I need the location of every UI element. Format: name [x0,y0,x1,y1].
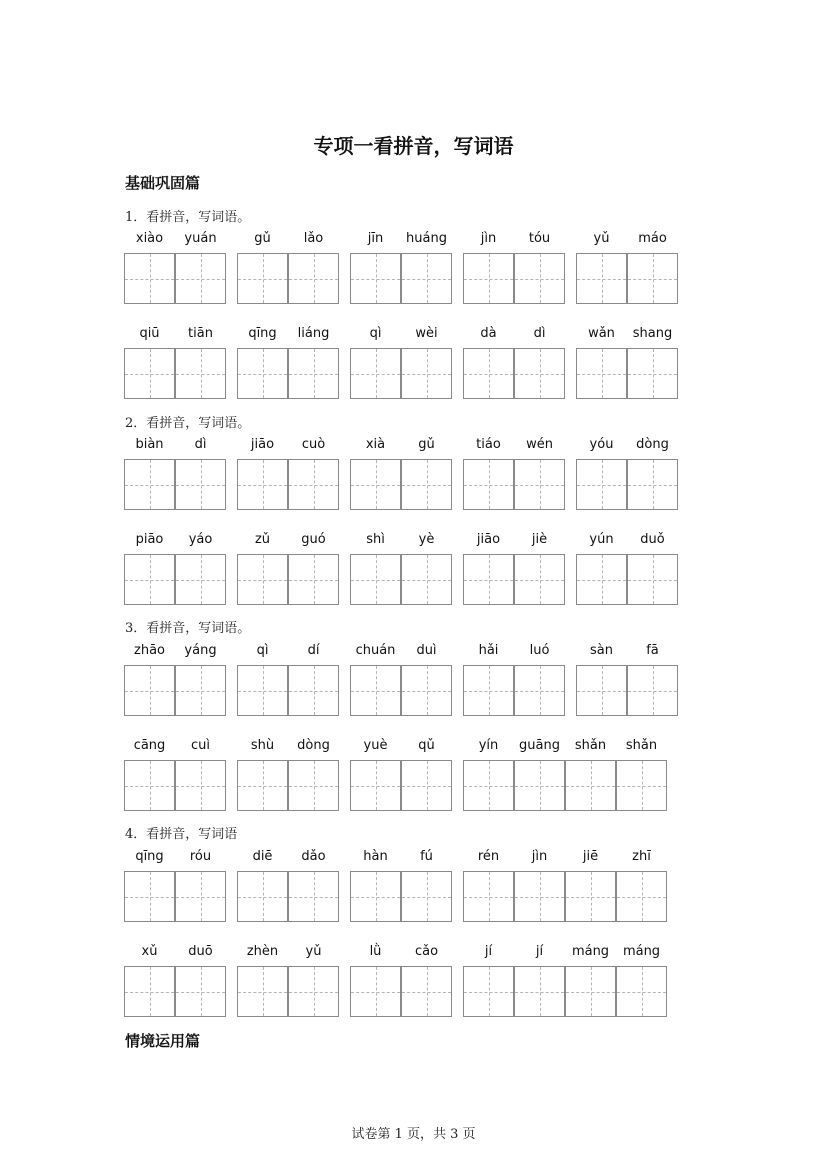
question-1-title: 1．看拼音，写词语。 [125,210,251,225]
writing-cell[interactable] [288,459,339,510]
writing-cell[interactable] [350,253,401,304]
writing-cell[interactable] [175,966,226,1017]
writing-cell[interactable] [175,554,226,605]
writing-cell[interactable] [124,871,175,922]
pinyin-label: duō [188,944,213,959]
writing-cell[interactable] [237,871,288,922]
writing-cell[interactable] [350,348,401,399]
writing-cell[interactable] [401,871,452,922]
question-4-title: 4．看拼音，写词语 [125,827,238,842]
writing-cell[interactable] [288,554,339,605]
writing-cell[interactable] [124,966,175,1017]
writing-cell[interactable] [616,760,667,811]
writing-cell[interactable] [237,459,288,510]
word-box [463,326,565,400]
pinyin-label: jiāo [250,437,275,452]
pinyin-label: duì [416,643,437,658]
writing-cell[interactable] [288,348,339,399]
word-box [237,326,339,400]
pinyin-label: yáo [188,532,213,547]
writing-cell[interactable] [463,554,514,605]
pinyin-label: cuò [301,437,326,452]
pinyin-label: jiè [531,532,548,547]
pinyin-label: yín [478,738,499,753]
writing-cell[interactable] [237,760,288,811]
pinyin-label: wén [526,437,553,452]
writing-cell[interactable] [576,665,627,716]
writing-cell[interactable] [565,871,616,922]
pinyin-label: zǔ [254,532,271,547]
writing-cell[interactable] [627,459,678,510]
writing-cell[interactable] [627,348,678,399]
word-box [350,849,452,923]
word-box [237,437,339,511]
word-box [463,532,565,606]
pinyin-label: dǎo [301,849,326,864]
pinyin-label: gǔ [254,231,271,246]
pinyin-label: máng [571,944,610,959]
pinyin-label: yuán [184,231,217,246]
word-box [350,944,452,1018]
writing-cell[interactable] [463,760,514,811]
pinyin-label: qīng [248,326,277,341]
pinyin-label: qì [256,643,269,658]
pinyin-label: yè [418,532,435,547]
writing-cell[interactable] [514,760,565,811]
pinyin-label: diē [252,849,273,864]
writing-cell[interactable] [350,459,401,510]
word-box [237,849,339,923]
writing-cell[interactable] [463,665,514,716]
pinyin-label: lǜ [369,944,382,959]
pinyin-label: luó [529,643,550,658]
writing-cell[interactable] [124,554,175,605]
pinyin-label: qiū [139,326,160,341]
pinyin-label: dì [533,326,546,341]
word-box [124,231,226,305]
pinyin-label: duǒ [640,532,665,547]
pinyin-label: fā [646,643,659,658]
pinyin-label: yǔ [593,231,610,246]
writing-cell[interactable] [463,253,514,304]
writing-cell[interactable] [124,253,175,304]
pinyin-label: cāng [133,738,166,753]
pinyin-label: cuì [191,738,210,753]
writing-cell[interactable] [576,348,627,399]
pinyin-label: tóu [528,231,551,246]
pinyin-label: dòng [297,738,330,753]
section-context-heading: 情境运用篇 [125,1032,201,1050]
pinyin-label: huáng [406,231,447,246]
pinyin-label: tiān [188,326,213,341]
writing-cell[interactable] [124,348,175,399]
writing-cell[interactable] [124,459,175,510]
writing-cell[interactable] [175,760,226,811]
writing-cell[interactable] [463,871,514,922]
word-box [463,643,565,717]
pinyin-label: rén [477,849,500,864]
writing-cell[interactable] [627,253,678,304]
writing-cell[interactable] [237,253,288,304]
pinyin-label: máo [638,231,667,246]
pinyin-label: shǎn [574,738,607,753]
word-box [124,849,226,923]
word-box [350,437,452,511]
pinyin-label: xǔ [141,944,158,959]
pinyin-label: shì [366,532,385,547]
pinyin-label: biàn [135,437,164,452]
writing-cell[interactable] [576,554,627,605]
writing-cell[interactable] [350,966,401,1017]
pinyin-label: cǎo [414,944,439,959]
pinyin-label: guāng [519,738,560,753]
writing-cell[interactable] [627,665,678,716]
writing-cell[interactable] [401,760,452,811]
pinyin-label: jìn [531,849,548,864]
pinyin-label: zhāo [134,643,165,658]
pinyin-label: guó [301,532,326,547]
pinyin-label: dì [194,437,207,452]
pinyin-label: jí [484,944,493,959]
pinyin-label: tiáo [476,437,501,452]
pinyin-label: gǔ [418,437,435,452]
word-box [237,738,339,812]
writing-cell[interactable] [576,253,627,304]
word-box [463,944,667,1018]
pinyin-label: yáng [184,643,217,658]
word-box [576,643,678,717]
word-box [463,849,667,923]
word-box [124,643,226,717]
question-2-title: 2．看拼音，写词语。 [125,416,251,431]
writing-cell[interactable] [350,871,401,922]
word-box [350,532,452,606]
writing-cell[interactable] [237,554,288,605]
writing-cell[interactable] [514,665,565,716]
writing-cell[interactable] [565,966,616,1017]
pinyin-label: jīn [367,231,384,246]
word-box [124,437,226,511]
word-box [350,643,452,717]
word-box [124,326,226,400]
pinyin-label: shù [250,738,275,753]
writing-cell[interactable] [627,554,678,605]
pinyin-label: qīng [135,849,164,864]
word-box [350,326,452,400]
pinyin-label: dà [480,326,497,341]
writing-cell[interactable] [401,665,452,716]
pinyin-label: xià [365,437,386,452]
pinyin-label: fú [420,849,433,864]
word-box [124,532,226,606]
writing-cell[interactable] [288,665,339,716]
pinyin-label: liáng [297,326,330,341]
writing-cell[interactable] [237,348,288,399]
writing-cell[interactable] [463,348,514,399]
writing-cell[interactable] [288,966,339,1017]
word-box [237,643,339,717]
pinyin-label: jí [535,944,544,959]
word-box [237,231,339,305]
writing-cell[interactable] [565,760,616,811]
writing-cell[interactable] [175,348,226,399]
pinyin-label: shǎn [625,738,658,753]
pinyin-label: lǎo [303,231,324,246]
writing-cell[interactable] [350,665,401,716]
writing-cell[interactable] [514,871,565,922]
word-box [463,738,667,812]
pinyin-label: piāo [135,532,164,547]
word-box [576,532,678,606]
pinyin-label: sàn [590,643,613,658]
pinyin-label: máng [622,944,661,959]
writing-cell[interactable] [401,966,452,1017]
word-box [350,738,452,812]
word-box [124,944,226,1018]
writing-cell[interactable] [401,348,452,399]
writing-cell[interactable] [350,554,401,605]
writing-cell[interactable] [576,459,627,510]
question-3-title: 3．看拼音，写词语。 [125,621,251,636]
writing-cell[interactable] [175,253,226,304]
writing-cell[interactable] [616,966,667,1017]
writing-cell[interactable] [514,459,565,510]
writing-cell[interactable] [175,665,226,716]
pinyin-label: hǎi [478,643,499,658]
writing-cell[interactable] [401,459,452,510]
pinyin-label: qǔ [418,738,435,753]
writing-cell[interactable] [514,966,565,1017]
pinyin-label: wǎn [588,326,615,341]
word-box [463,231,565,305]
section-basic-heading: 基础巩固篇 [125,174,201,192]
writing-cell[interactable] [463,459,514,510]
pinyin-label: hàn [363,849,388,864]
writing-cell[interactable] [237,966,288,1017]
word-box [576,326,678,400]
writing-cell[interactable] [237,665,288,716]
pinyin-label: jiāo [476,532,501,547]
word-box [124,738,226,812]
pinyin-label: zhī [632,849,651,864]
pinyin-label: dí [307,643,320,658]
pinyin-label: jìn [480,231,497,246]
pinyin-label: qì [369,326,382,341]
pinyin-label: yǔ [305,944,322,959]
writing-cell[interactable] [463,966,514,1017]
pinyin-label: xiào [135,231,164,246]
writing-cell[interactable] [616,871,667,922]
pinyin-label: yún [589,532,614,547]
word-box [576,437,678,511]
writing-cell[interactable] [175,871,226,922]
writing-cell[interactable] [124,760,175,811]
pinyin-label: shang [632,326,673,341]
page-footer: 试卷第 1 页，共 3 页 [351,1127,476,1142]
pinyin-label: wèi [415,326,438,341]
word-box [463,437,565,511]
word-box [350,231,452,305]
page-title: 专项一看拼音，写词语 [313,134,514,158]
pinyin-label: yóu [589,437,614,452]
pinyin-label: yuè [363,738,388,753]
writing-cell[interactable] [401,554,452,605]
writing-cell[interactable] [288,253,339,304]
writing-cell[interactable] [288,871,339,922]
pinyin-label: chuán [355,643,396,658]
word-box [237,944,339,1018]
writing-cell[interactable] [514,348,565,399]
writing-cell[interactable] [514,554,565,605]
writing-cell[interactable] [124,665,175,716]
pinyin-label: dòng [636,437,669,452]
pinyin-label: jiē [582,849,599,864]
writing-cell[interactable] [514,253,565,304]
word-box [576,231,678,305]
pinyin-label: zhèn [246,944,279,959]
writing-cell[interactable] [401,253,452,304]
pinyin-label: róu [189,849,212,864]
writing-cell[interactable] [175,459,226,510]
writing-cell[interactable] [350,760,401,811]
writing-cell[interactable] [288,760,339,811]
word-box [237,532,339,606]
